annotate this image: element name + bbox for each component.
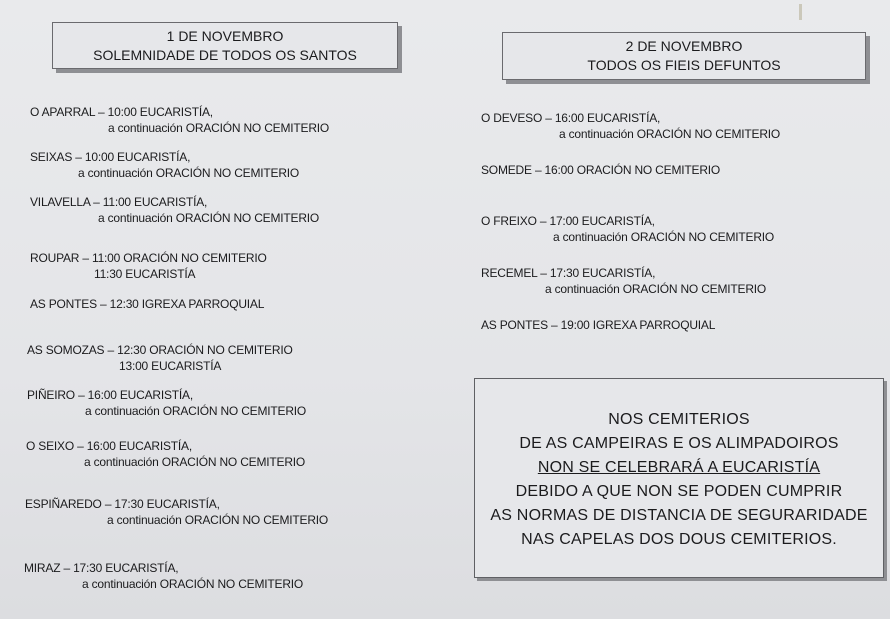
entry-line1: O FREIXO – 17:00 EUCARISTÍA, [481, 214, 655, 228]
entry-pineiro [27, 387, 306, 419]
header-nov-2 [502, 32, 866, 80]
entry-as-pontes [30, 296, 264, 312]
entry-as-somozas [27, 342, 293, 374]
entry-o-freixo [481, 213, 774, 245]
entry-o-aparral [30, 104, 329, 136]
entry-line1: MIRAZ – 17:30 EUCARISTÍA, [24, 561, 179, 575]
header-title: SOLEMNIDADE DE TODOS OS SANTOS [93, 46, 357, 63]
notice-line: AS NORMAS DE DISTANCIA DE SEGURARIDADE [490, 507, 868, 524]
paper-mark [799, 4, 802, 20]
entry-roupar [30, 250, 267, 282]
entry-line2: a continuación ORACIÓN NO CEMITERIO [108, 121, 330, 135]
entry-line1: SOMEDE – 16:00 ORACIÓN NO CEMITERIO [481, 163, 721, 177]
entry-line1: RECEMEL – 17:30 EUCARISTÍA, [481, 266, 656, 280]
entry-espinaredo [25, 496, 328, 528]
entry-line2: a continuación ORACIÓN NO CEMITERIO [85, 404, 307, 418]
entry-line1: O DEVESO – 16:00 EUCARISTÍA, [481, 111, 661, 125]
entry-line2: a continuación ORACIÓN NO CEMITERIO [107, 513, 329, 527]
header-title: TODOS OS FIEIS DEFUNTOS [587, 57, 781, 73]
entry-line1: O APARRAL – 10:00 EUCARISTÍA, [30, 105, 213, 119]
entry-vilavella [30, 194, 319, 226]
entry-line2: 13:00 EUCARISTÍA [119, 359, 222, 373]
cemetery-notice [474, 378, 884, 578]
entry-line1: VILAVELLA – 11:00 EUCARISTÍA, [30, 195, 208, 209]
notice-line: DE AS CAMPEIRAS E OS ALIMPADOIROS [519, 435, 839, 452]
entry-line1: AS PONTES – 12:30 IGREXA PARROQUIAL [30, 297, 265, 311]
entry-line1: AS SOMOZAS – 12:30 ORACIÓN NO CEMITERIO [27, 343, 293, 357]
notice-line: NAS CAPELAS DOS DOUS CEMITERIOS. [521, 531, 837, 548]
entry-miraz [24, 560, 303, 592]
header-date: 2 DE NOVEMBRO [625, 38, 743, 54]
entry-line2: 11:30 EUCARISTÍA [94, 267, 196, 281]
entry-line2: a continuación ORACIÓN NO CEMITERIO [78, 166, 300, 180]
entry-o-deveso [481, 110, 780, 142]
entry-line1: SEIXAS – 10:00 EUCARISTÍA, [30, 150, 191, 164]
entry-line1: ROUPAR – 11:00 ORACIÓN NO CEMITERIO [30, 251, 267, 265]
entry-somede [481, 162, 720, 178]
notice-line-underlined [475, 456, 883, 480]
entry-seixas [30, 149, 299, 181]
entry-recemel [481, 265, 766, 297]
notice-line: DEBIDO A QUE NON SE PODEN CUMPRIR [515, 483, 843, 500]
entry-line1: PIÑEIRO – 16:00 EUCARISTÍA, [27, 388, 193, 402]
entry-line1: AS PONTES – 19:00 IGREXA PARROQUIAL [481, 318, 716, 332]
entry-line2: a continuación ORACIÓN NO CEMITERIO [84, 455, 306, 469]
entry-line1: ESPIÑAREDO – 17:30 EUCARISTÍA, [25, 497, 220, 511]
notice-line: NOS CEMITERIOS [608, 411, 750, 428]
header-nov-1 [52, 22, 398, 69]
entry-line2: a continuación ORACIÓN NO CEMITERIO [553, 230, 775, 244]
header-date: 1 DE NOVEMBRO [166, 27, 284, 44]
entry-o-seixo [26, 438, 305, 470]
notice-emphasis: NON SE CELEBRARÁ A EUCARISTÍA [537, 459, 821, 476]
entry-line2: a continuación ORACIÓN NO CEMITERIO [559, 127, 781, 141]
entry-as-pontes-2 [481, 317, 715, 333]
entry-line2: a continuación ORACIÓN NO CEMITERIO [545, 282, 767, 296]
entry-line2: a continuación ORACIÓN NO CEMITERIO [98, 211, 320, 225]
entry-line2: a continuación ORACIÓN NO CEMITERIO [82, 577, 304, 591]
entry-line1: O SEIXO – 16:00 EUCARISTÍA, [26, 439, 192, 453]
